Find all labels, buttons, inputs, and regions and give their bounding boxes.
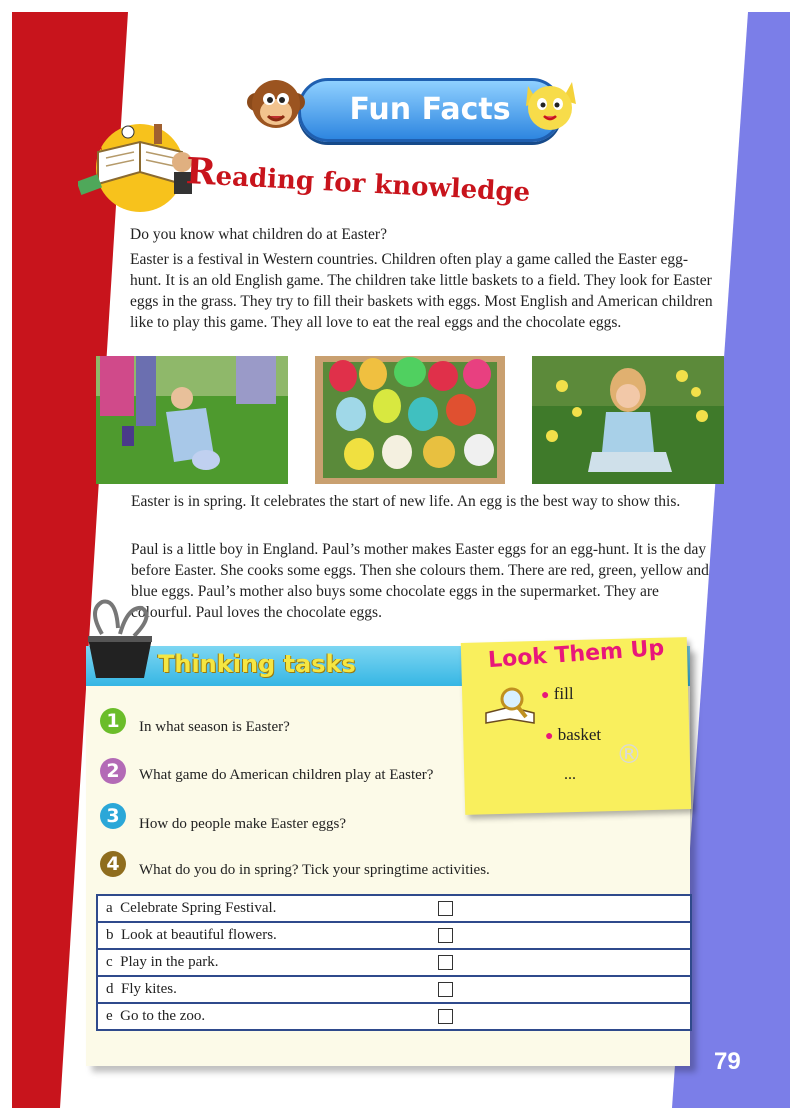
- question-number: 1: [100, 708, 126, 734]
- bullet-icon: ●: [545, 729, 554, 744]
- registered-watermark: ®: [616, 740, 642, 770]
- fun-facts-label: Fun Facts: [349, 92, 511, 127]
- lookup-word: ● fill: [541, 684, 574, 703]
- table-row: [97, 976, 691, 1003]
- table-row: [97, 1003, 691, 1030]
- table-row: [97, 922, 691, 949]
- easter-eggs-basket-photo: [315, 356, 505, 484]
- question-number: 3: [100, 803, 126, 829]
- binder-clip-icon: [80, 598, 158, 680]
- look-them-up-title: Look Them Up: [487, 635, 665, 674]
- tick-checkbox[interactable]: [438, 901, 453, 916]
- reading-paragraph: Easter is in spring. It celebrates the start of new life. An egg is the best way to show this.: [131, 493, 681, 510]
- table-row: [97, 895, 691, 922]
- activity-label: b Look at beautiful flowers.: [97, 922, 438, 949]
- tick-checkbox[interactable]: [438, 1009, 453, 1024]
- magnifier-book-icon: [484, 687, 536, 727]
- lookup-word: ● basket: [545, 725, 602, 744]
- tick-checkbox[interactable]: [438, 928, 453, 943]
- reading-paragraph: Paul is a little boy in England. Paul’s mother makes Easter eggs for an egg-hunt. It is the day before Easter. She cooks some eggs. Then she colours them. There are red, green, yellow and blue eggs. Paul’s mother also buys some chocolate eggs in the supermarket. They are colourful. Paul loves the chocolate eggs.: [131, 541, 709, 621]
- lookup-more: ...: [564, 766, 576, 783]
- easter-egg-hunt-photo: [96, 356, 288, 484]
- question-number: 4: [100, 851, 126, 877]
- activity-label: a Celebrate Spring Festival.: [97, 895, 438, 922]
- tick-checkbox[interactable]: [438, 982, 453, 997]
- girl-in-flowers-photo: [532, 356, 724, 484]
- cat-icon: [518, 72, 582, 136]
- table-row: [97, 949, 691, 976]
- question-text: What do you do in spring? Tick your springtime activities.: [139, 862, 490, 878]
- question-text: In what season is Easter?: [139, 719, 290, 735]
- activities-table: [96, 894, 692, 1031]
- section-title: Reading for knowledge: [184, 150, 531, 209]
- thinking-tasks-title: Thinking tasks: [158, 650, 356, 678]
- question-number: 2: [100, 758, 126, 784]
- activity-label: c Play in the park.: [97, 949, 438, 976]
- bullet-icon: ●: [541, 688, 550, 703]
- question-text: How do people make Easter eggs?: [139, 816, 347, 832]
- tick-checkbox[interactable]: [438, 955, 453, 970]
- reading-paragraph: Do you know what children do at Easter?: [130, 226, 387, 243]
- monkey-icon: [244, 72, 308, 136]
- reading-paragraph: Easter is a festival in Western countries. Children often play a game called the Easter egg-hunt. It is an old English game. The children take little baskets to a field. They look for Easter eggs in the grass. They try to fill their baskets with eggs. Most English and American children like to play this game. They all love to eat the real eggs and the chocolate eggs.: [130, 251, 713, 331]
- activity-label: d Fly kites.: [97, 976, 438, 1003]
- page-number: 79: [714, 1048, 741, 1075]
- activity-label: e Go to the zoo.: [97, 1003, 438, 1030]
- question-text: What game do American children play at Easter?: [139, 767, 434, 783]
